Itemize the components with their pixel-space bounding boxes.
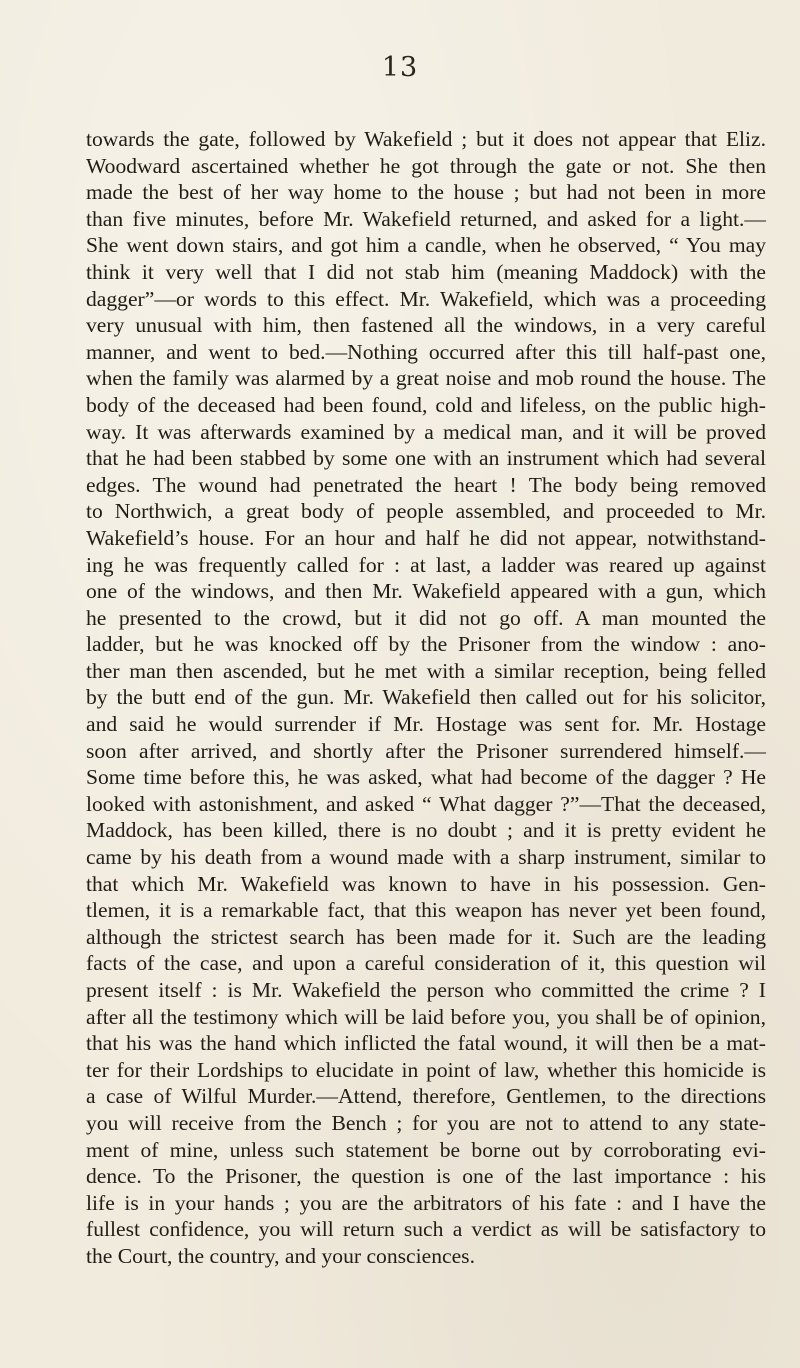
text-line: think it very well that I did not stab him (meaning Maddock) with the [86,259,766,284]
text-line: although the strictest search has been made for it. Such are the leading [86,924,766,949]
text-line: the Court, the country, and your consciences. [86,1243,475,1268]
text-line: when the family was alarmed by a great noise and mob round the house. The [86,366,766,391]
text-line: ter for their Lordships to elucidate in point of law, whether this homicide is [86,1057,766,1082]
text-line: that he had been stabbed by some one with an instrument which had several [86,446,766,471]
text-line: a case of Wilful Murder.—Attend, therefore, Gentlemen, to the directions [86,1084,766,1109]
text-line: after all the testimony which will be laid before you, you shall be of opinion, [86,1004,766,1029]
text-line: and said he would surrender if Mr. Hostage was sent for. Mr. Hostage [86,712,766,737]
text-line: edges. The wound had penetrated the heart ! The body being removed [86,472,766,497]
text-line: life is in your hands ; you are the arbitrators of his fate : and I have the [86,1190,766,1215]
text-line: that his was the hand which inflicted the fatal wound, it will then be a mat- [86,1031,766,1056]
text-line: body of the deceased had been found, cold and lifeless, on the public high- [86,392,766,417]
text-line: to Northwich, a great body of people assembled, and proceeded to Mr. [86,499,766,524]
text-line: made the best of her way home to the house ; but had not been in more [86,180,766,205]
page-number: 13 [381,52,419,83]
text-line: Wakefield’s house. For an hour and half he did not appear, notwithstand- [86,525,766,550]
text-line: came by his death from a wound made with a sharp instrument, similar to [86,845,766,870]
text-line: soon after arrived, and shortly after the Prisoner surrendered himself.— [86,738,766,763]
text-line: Maddock, has been killed, there is no doubt ; and it is pretty evident he [86,818,766,843]
text-line: than five minutes, before Mr. Wakefield returned, and asked for a light.— [86,206,766,231]
text-line: present itself : is Mr. Wakefield the person who committed the crime ? I [86,978,766,1002]
text-line: ther man then ascended, but he met with a similar reception, being felled [86,658,766,683]
text-line: very unusual with him, then fastened all the windows, in a very careful [86,313,766,338]
text-line: ladder, but he was knocked off by the Prisoner from the window : ano- [86,632,766,657]
text-line: Some time before this, he was asked, what had become of the dagger ? He [86,765,766,790]
text-line: you will receive from the Bench ; for you are not to attend to any state- [86,1110,766,1135]
text-line: looked with astonishment, and asked “ What dagger ?”—That the deceased, [86,791,766,816]
text-line: towards the gate, followed by Wakefield ; but it does not appear that Eliz. [86,127,766,151]
text-line: fullest confidence, you will return such a verdict as will be satisfactory to [86,1217,766,1242]
text-line: facts of the case, and upon a careful consideration of it, this question wil [86,951,766,976]
text-line: he presented to the crowd, but it did not go off. A man mounted the [86,605,766,630]
text-line: ing he was frequently called for : at last, a ladder was reared up against [86,552,766,577]
text-line: Woodward ascertained whether he got through the gate or not. She then [86,153,766,178]
text-line: by the butt end of the gun. Mr. Wakefield then called out for his solicitor, [86,685,766,710]
text-line: dagger”—or words to this effect. Mr. Wakefield, which was a proceeding [86,286,766,311]
text-line: manner, and went to bed.—Nothing occurred after this till half-past one, [86,339,766,364]
text-line: She went down stairs, and got him a candle, when he observed, “ You may [86,233,766,258]
text-line: that which Mr. Wakefield was known to have in his possession. Gen- [86,871,766,896]
text-line: way. It was afterwards examined by a medical man, and it will be proved [86,419,766,444]
body-text [86,126,766,1270]
text-line: ment of mine, unless such statement be borne out by corroborating evi- [86,1137,766,1162]
text-line: tlemen, it is a remarkable fact, that this weapon has never yet been found, [86,898,766,923]
text-line: one of the windows, and then Mr. Wakefield appeared with a gun, which [86,579,766,604]
text-line: dence. To the Prisoner, the question is one of the last importance : his [86,1164,766,1189]
